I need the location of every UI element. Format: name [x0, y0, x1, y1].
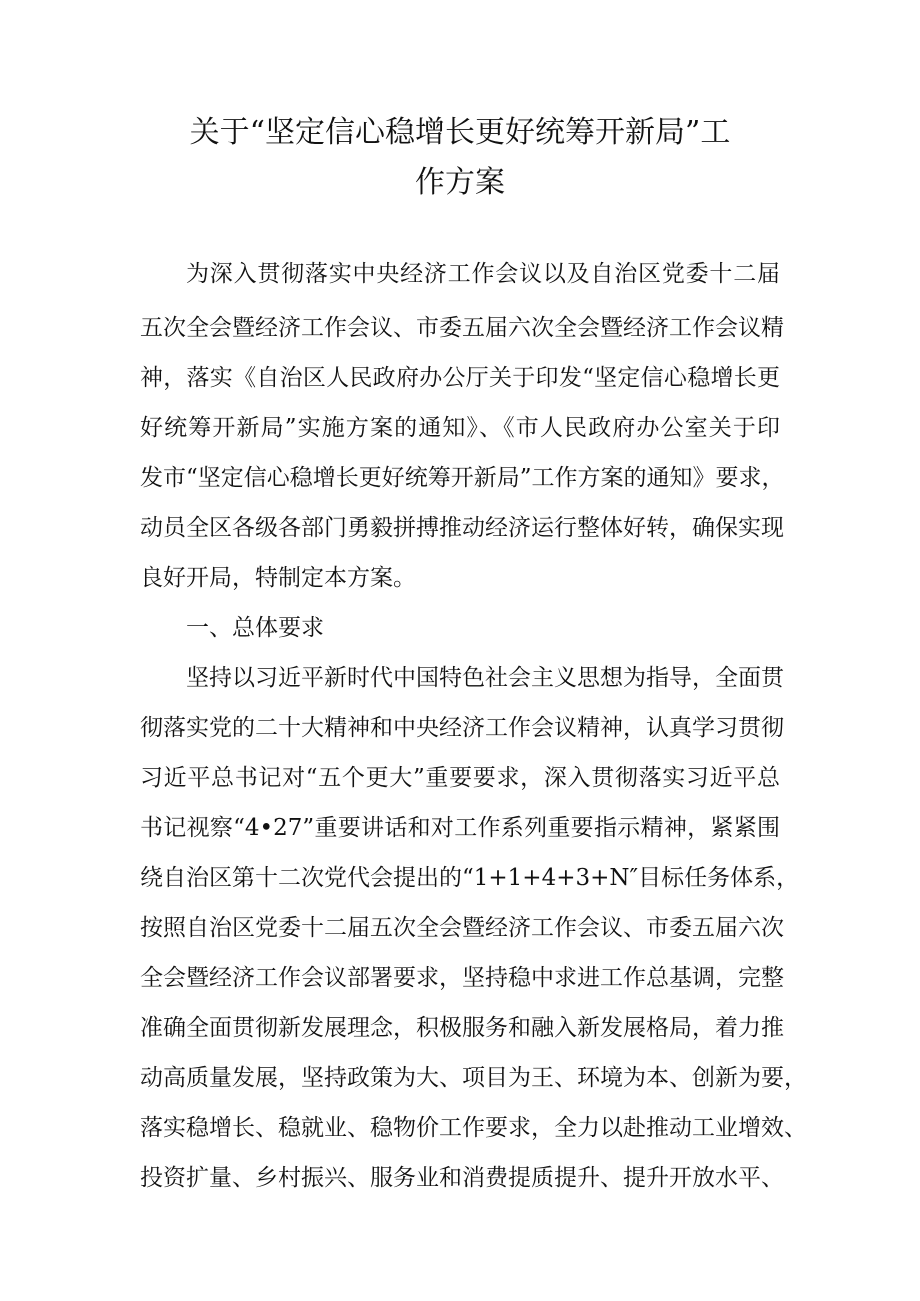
paragraph-2-line-2: 彻落实党的二十大精神和中央经济工作会议精神，认真学习贯彻: [140, 715, 784, 741]
paragraph-1-line-4: 好统筹开新局”实施方案的通知》、《市人民政府办公室关于印: [140, 415, 780, 441]
title-line-1: 关于“坚定信心稳增长更好统筹开新局”工: [189, 115, 731, 150]
paragraph-1-line-5: 发市“坚定信心稳增长更好统筹开新局”工作方案的通知》要求，: [140, 465, 785, 491]
paragraph-2-line-4: 书记视察“4•27”重要讲话和对工作系列重要指示精神，紧紧围: [140, 815, 780, 841]
paragraph-2-line-11: 投资扩量、乡村振兴、服务业和消费提质提升、提升开放水平、: [140, 1165, 784, 1191]
paragraph-2-line-7: 全会暨经济工作会议部署要求，坚持稳中求进工作总基调，完整: [140, 965, 784, 991]
section-1-heading: 一、总体要求: [186, 615, 324, 641]
paragraph-2-line-1: 坚持以习近平新时代中国特色社会主义思想为指导，全面贯: [186, 665, 784, 691]
paragraph-2-line-6: 按照自治区党委十二届五次全会暨经济工作会议、市委五届六次: [140, 915, 784, 941]
paragraph-2-line-5: 绕自治区第十二次党代会提出的“1+1+4+3+N″目标任务体系，: [140, 865, 800, 891]
paragraph-2-line-10: 落实稳增长、稳就业、稳物价工作要求，全力以赴推动工业增效、: [140, 1115, 807, 1141]
title-line-2: 作方案: [415, 165, 505, 200]
document-title: [140, 108, 780, 208]
paragraph-2-line-9: 动高质量发展，坚持政策为大、项目为王、环境为本、创新为要，: [140, 1065, 807, 1091]
paragraph-1-line-2: 五次全会暨经济工作会议、市委五届六次全会暨经济工作会议精: [140, 315, 784, 341]
paragraph-1-line-3: 神，落实《自治区人民政府办公厅关于印发“坚定信心稳增长更: [140, 365, 780, 391]
paragraph-1-line-6: 动员全区各级各部门勇毅拼搏推动经济运行整体好转，确保实现: [140, 515, 784, 541]
paragraph-1-line-1: 为深入贯彻落实中央经济工作会议以及自治区党委十二届: [186, 261, 780, 287]
paragraph-1-line-7: 良好开局，特制定本方案。: [140, 565, 416, 591]
paragraph-2-line-3: 习近平总书记对“五个更大”重要要求，深入贯彻落实习近平总: [140, 765, 780, 791]
paragraph-2-line-8: 准确全面贯彻新发展理念，积极服务和融入新发展格局，着力推: [140, 1015, 784, 1041]
